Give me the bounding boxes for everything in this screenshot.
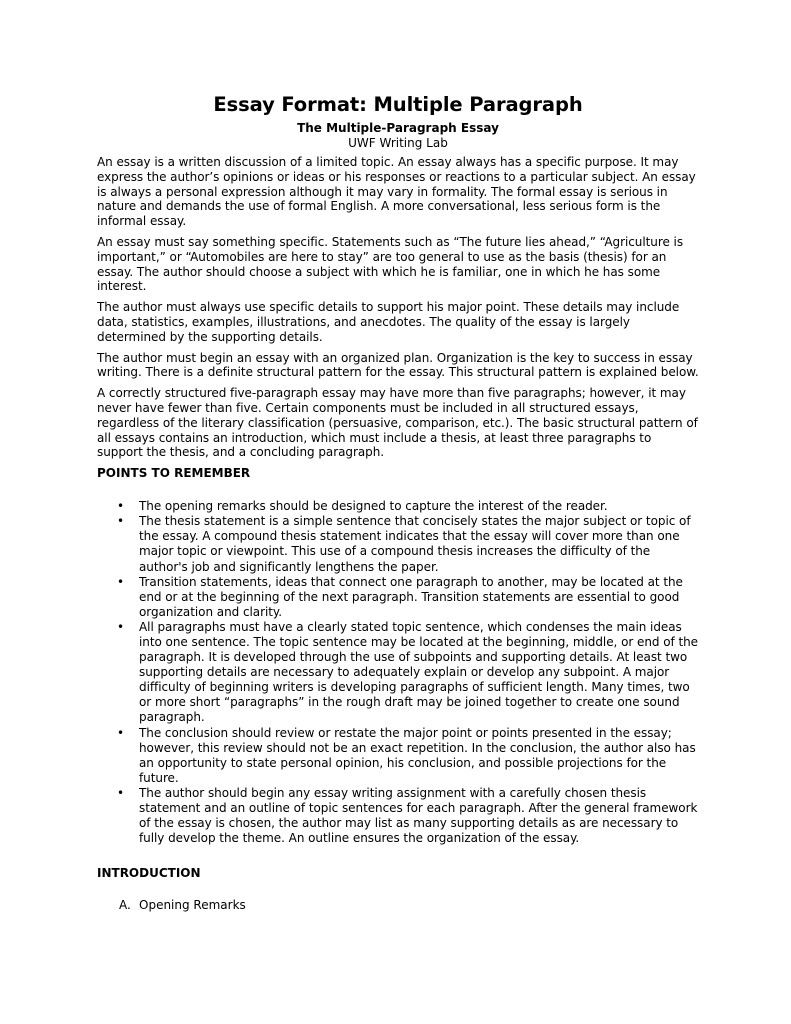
body-paragraph: The author must begin an essay with an organized plan. Organization is the key to success in essay writing. There is a definite structural pattern for the essay. This structural pattern is explained below.	[97, 350, 699, 380]
list-item-text: The thesis statement is a simple sentence that concisely states the major subject or topic of the essay. A compound thesis statement indicates that the essay will cover more than one major topic or viewpoint. This use of a compound thesis increases the difficulty of the author's job and significantly lengthens the paper.	[139, 514, 691, 574]
points-list	[97, 499, 699, 846]
bullet-icon: •	[117, 785, 125, 800]
lab-name: UWF Writing Lab	[348, 136, 448, 150]
body-paragraph: The author must always use specific details to support his major point. These details may include data, statistics, examples, illustrations, and anecdotes. The quality of the essay is largely determined by the supporting details.	[97, 300, 680, 344]
outline-item-text: Opening Remarks	[139, 898, 246, 913]
list-item-text: All paragraphs must have a clearly stated topic sentence, which condenses the main ideas into one sentence. The topic sentence may be located at the beginning, middle, or end of the paragraph. It is developed through the use of subpoints and supporting details. At least two supporting details are necessary to adequately explain or develop any subpoint. A major difficulty of beginning writers is developing paragraphs of sufficient length. Many times, two or more short “paragraphs” in the rough draft may be joined together to create one sound paragraph.	[139, 619, 698, 725]
list-item-text: The conclusion should review or restate the major point or points presented in the essay; however, this review should not be an exact repetition. In the conclusion, the author also has an opportunity to state personal opinion, his conclusion, and possible projections for the future.	[139, 725, 696, 785]
bullet-icon: •	[117, 514, 125, 529]
document-page	[97, 93, 699, 913]
bullet-icon: •	[117, 499, 125, 514]
list-item	[97, 620, 699, 726]
list-item	[97, 575, 699, 620]
bullet-icon: •	[117, 619, 125, 634]
body-paragraph: An essay is a written discussion of a limited topic. An essay always has a specific purpose. It may express the author’s opinions or ideas or his responses or reactions to a particular subject. An essay is always a personal expression although it may vary in formality. The formal essay is serious in nature and demands the use of formal English. A more conversational, less serious form is the informal essay.	[97, 155, 696, 229]
list-item	[97, 726, 699, 786]
list-item	[97, 514, 699, 574]
introduction-heading: INTRODUCTION	[97, 866, 201, 881]
list-item-text: The author should begin any essay writing assignment with a carefully chosen thesis statement and an outline of topic sentences for each paragraph. After the general framework of the essay is chosen, the author may list as many supporting details as are necessary to fully develop the theme. An outline ensures the organization of the essay.	[139, 785, 698, 846]
outline-item	[97, 898, 699, 913]
body-paragraph: An essay must say something specific. Statements such as “The future lies ahead,” “Agriculture is important,” or “Automobiles are here to stay” are too general to use as the basis (thesis) for an essay. The author should choose a subject with which he is familiar, one in which he has some interest.	[97, 234, 684, 294]
points-heading: POINTS TO REMEMBER	[97, 466, 251, 481]
list-item	[97, 499, 699, 514]
bullet-icon: •	[117, 574, 125, 589]
list-item-text: The opening remarks should be designed to capture the interest of the reader.	[139, 499, 608, 514]
body-paragraph: A correctly structured five-paragraph essay may have more than five paragraphs; however, it may never have fewer than five. Certain components must be included in all structured essays, regardless of the literary classification (persuasive, comparison, etc.). The basic structural pattern of all essays contains an introduction, which must include a thesis, at least three paragraphs to support the thesis, and a concluding paragraph.	[97, 386, 698, 460]
document-title: Essay Format: Multiple Paragraph	[213, 93, 583, 116]
bullet-icon: •	[117, 725, 125, 740]
outline-marker: A.	[119, 898, 131, 913]
list-item	[97, 786, 699, 846]
document-subtitle: The Multiple-Paragraph Essay	[297, 121, 499, 135]
outline-list	[97, 898, 699, 913]
list-item-text: Transition statements, ideas that connect one paragraph to another, may be located at the end or at the beginning of the next paragraph. Transition statements are essential to good organization and clarity.	[139, 574, 683, 619]
